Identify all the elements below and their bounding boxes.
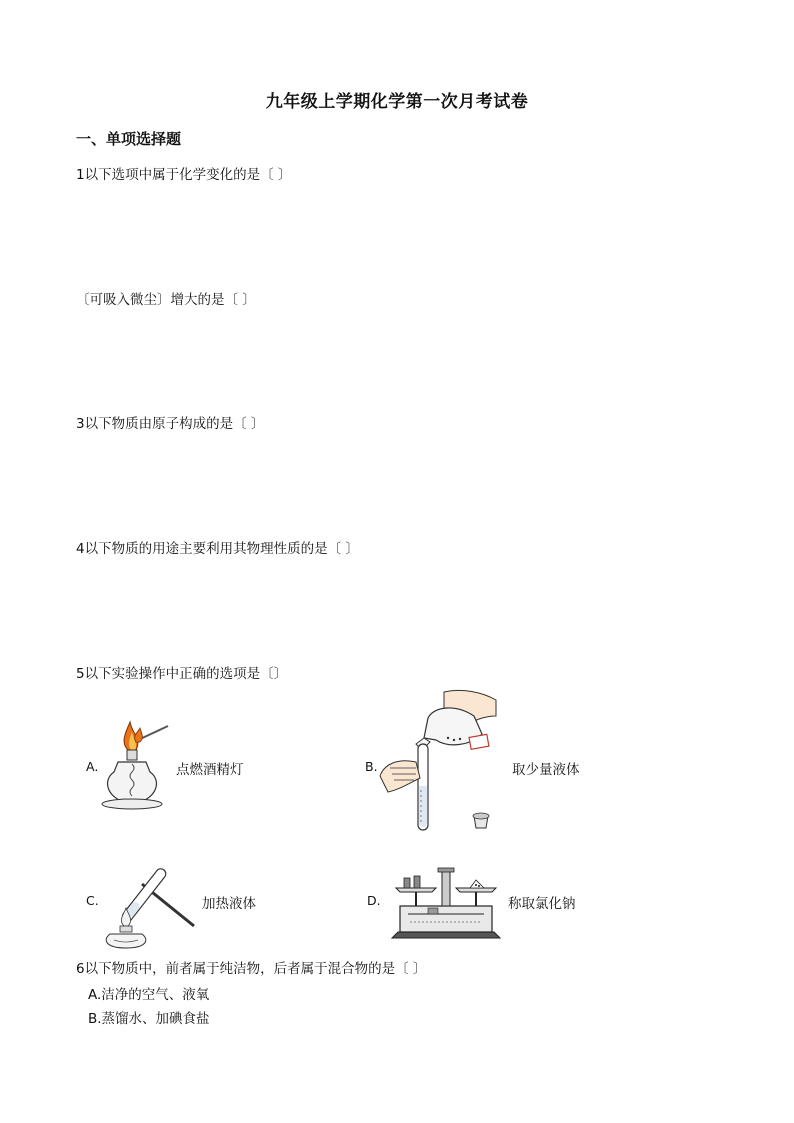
question-1: 1以下选项中属于化学变化的是〔 〕 xyxy=(76,167,292,183)
option-c-text: 加热液体 xyxy=(202,896,256,912)
option-a-letter: A. xyxy=(86,759,99,774)
option-c-letter: C. xyxy=(86,893,99,908)
question-6: 6以下物质中，前者属于纯洁物，后者属于混合物的是〔 〕 xyxy=(76,961,427,977)
option-d-text: 称取氯化钠 xyxy=(508,896,576,912)
option-b-letter: B. xyxy=(365,759,378,774)
balance-figure xyxy=(388,862,504,942)
option-d-letter: D. xyxy=(367,893,381,908)
question-2: 〔可吸入微尘〕增大的是〔 〕 xyxy=(76,292,256,308)
heating-liquid-figure xyxy=(100,862,198,950)
q6-option-b: B.蒸馏水、加碘食盐 xyxy=(88,1011,210,1027)
question-3: 3以下物质由原子构成的是〔 〕 xyxy=(76,416,265,432)
section-heading: 一、单项选择题 xyxy=(76,130,182,148)
question-5: 5以下实验操作中正确的选项是〔〕 xyxy=(76,666,288,682)
question-4: 4以下物质的用途主要利用其物理性质的是〔 〕 xyxy=(76,541,359,557)
q6-option-a: A.洁净的空气、液氧 xyxy=(88,987,210,1003)
option-b-text: 取少量液体 xyxy=(512,762,580,778)
page-title: 九年级上学期化学第一次月考试卷 xyxy=(265,92,529,112)
alcohol-lamp-figure xyxy=(96,720,174,812)
option-a-text: 点燃酒精灯 xyxy=(176,762,244,778)
pouring-liquid-figure xyxy=(378,686,504,836)
